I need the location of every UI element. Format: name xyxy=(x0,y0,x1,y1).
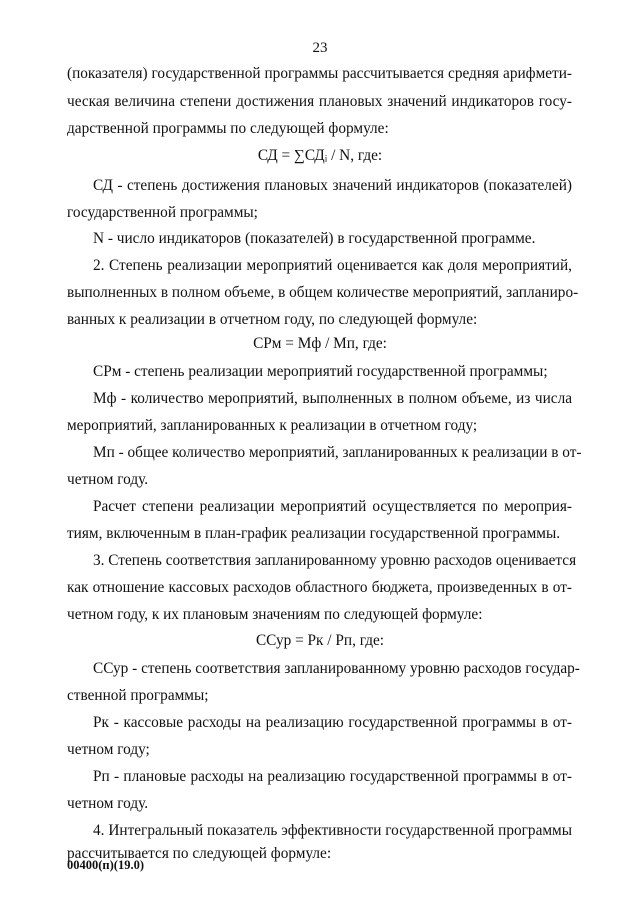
text-line: Мф - количество мероприятий, выполненных в полном объеме, из числа xyxy=(93,390,572,407)
text-line: ственной программы; xyxy=(67,687,209,704)
text-line: государственной программы; xyxy=(67,204,258,221)
text-line: выполненных в полном объеме, в общем количестве мероприятий, запланиро- xyxy=(67,284,579,301)
text-line: ванных к реализации в отчетном году, по следующей формуле: xyxy=(67,311,478,328)
footer-code: 00400(п)(19.0) xyxy=(67,858,144,872)
text-line: четном году. xyxy=(67,471,149,488)
formula-sd: СД = ∑СДᵢ / N, где: xyxy=(257,147,383,164)
text-line: как отношение кассовых расходов областного бюджета, произведенных в от- xyxy=(67,579,572,596)
text-line: рассчитывается по следующей формуле: xyxy=(67,845,332,862)
text-line: ССур - степень соответствия запланированному уровню расходов государ- xyxy=(93,660,580,677)
page-number: 23 xyxy=(312,40,328,56)
formula-ssur: ССур = Рк / Рп, где: xyxy=(255,632,385,649)
text-line: СД - степень достижения плановых значений индикаторов (показателей) xyxy=(93,177,572,194)
text-line: 4. Интегральный показатель эффективности государственной программы xyxy=(93,822,572,839)
text-line: четном году; xyxy=(67,741,150,758)
text-line: Рк - кассовые расходы на реализацию государственной программы в от- xyxy=(93,714,572,731)
text-line: ческая величина степени достижения плановых значений индикаторов госу- xyxy=(67,93,572,110)
text-line: N - число индикаторов (показателей) в государственной программе. xyxy=(93,230,536,247)
text-line: мероприятий, запланированных к реализации в отчетном году; xyxy=(67,417,478,434)
text-line: четном году. xyxy=(67,795,149,812)
text-line: (показателя) государственной программы рассчитывается средняя арифмети- xyxy=(67,65,572,82)
text-line: четном году, к их плановым значениям по следующей формуле: xyxy=(67,606,483,623)
text-line: Расчет степени реализации мероприятий осуществляется по мероприя- xyxy=(93,498,572,515)
text-line: тиям, включенным в план-график реализации государственной программы. xyxy=(67,525,561,542)
text-line: дарственной программы по следующей формуле: xyxy=(67,120,389,137)
text-line: 3. Степень соответствия запланированному уровню расходов оценивается xyxy=(93,552,577,569)
text-line: СРм - степень реализации мероприятий государственной программы; xyxy=(93,363,548,380)
text-line: Рп - плановые расходы на реализацию государственной программы в от- xyxy=(93,768,572,785)
text-line: Мп - общее количество мероприятий, запланированных к реализации в от- xyxy=(93,444,582,461)
text-line: 2. Степень реализации мероприятий оценивается как доля мероприятий, xyxy=(93,257,572,274)
formula-srm: СРм = Мф / Мп, где: xyxy=(253,335,387,352)
